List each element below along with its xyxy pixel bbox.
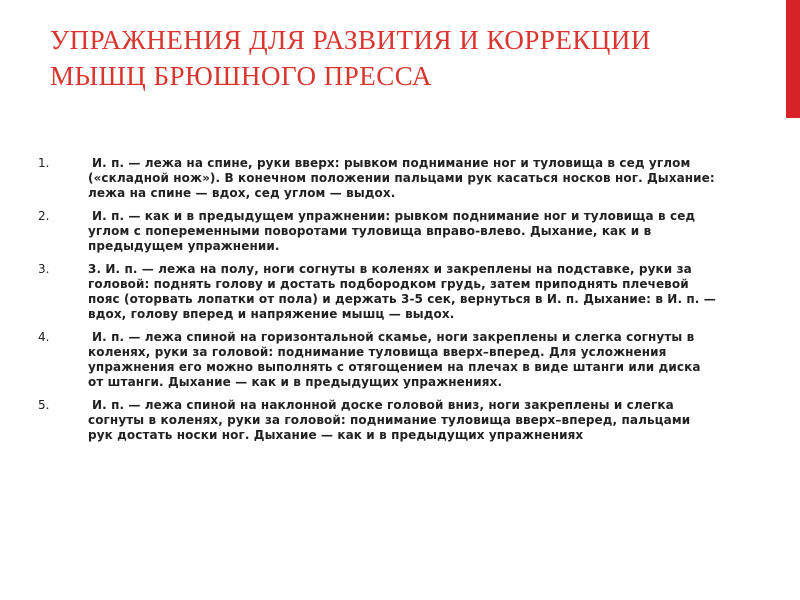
list-item (38, 209, 718, 254)
list-item (38, 156, 718, 201)
list-item (38, 330, 718, 390)
exercise-list (38, 156, 718, 451)
item-number: 2. (38, 209, 50, 223)
item-number: 5. (38, 398, 50, 412)
list-item (38, 398, 718, 443)
item-text (88, 330, 718, 390)
item-number: 1. (38, 156, 50, 170)
item-text-content: И. п. — как и в предыдущем упражнении: рывком поднимание ног и туловища в сед углом с попеременными поворотами туловища вправо-влево. Дыхание, как и в предыдущем упражнении. (88, 209, 696, 253)
item-text-content: И. п. — лежа спиной на наклонной доске головой вниз, ноги закреплены и слегка согнуты в коленях, руки за головой: поднимание туловища вверх–вперед, пальцами рук достать носки ног. Дыхание — как и в предыдущих упражнениях (88, 398, 691, 442)
accent-bar (786, 0, 800, 118)
item-number: 4. (38, 330, 50, 344)
item-text (88, 156, 718, 201)
item-text-content: И. п. — лежа спиной на горизонтальной скамье, ноги закреплены и слегка согнуты в коленях, руки за головой: поднимание туловища вверх–вперед. Для усложнения упражнения его можно выполнять с отягощением на плечах в виде штанги или диска от штанги. Дыхание — как и в предыдущих упражнениях. (88, 330, 701, 389)
item-text-content: 3. И. п. — лежа на полу, ноги согнуты в коленях и закреплены на подставке, руки за головой: поднять голову и достать подбородком грудь, затем приподнять плечевой пояс (оторвать лопатки от пола) и держать 3-5 сек, вернуться в И. п. Дыхание: в И. п. — вдох, голову вперед и напряжение мышц — выдох. (88, 262, 716, 321)
item-text (88, 262, 718, 322)
slide-title: УПРАЖНЕНИЯ ДЛЯ РАЗВИТИЯ И КОРРЕКЦИИ МЫШЦ БРЮШНОГО ПРЕССА (50, 25, 651, 91)
item-text-content: И. п. — лежа на спине, руки вверх: рывком поднимание ног и туловища в сед углом («складной нож»). В конечном положении пальцами рук касаться носков ног. Дыхание: лежа на спине — вдох, сед углом — выдох. (88, 156, 715, 200)
item-number: 3. (38, 262, 50, 276)
item-text (88, 398, 718, 443)
item-text (88, 209, 718, 254)
list-item (38, 262, 718, 322)
